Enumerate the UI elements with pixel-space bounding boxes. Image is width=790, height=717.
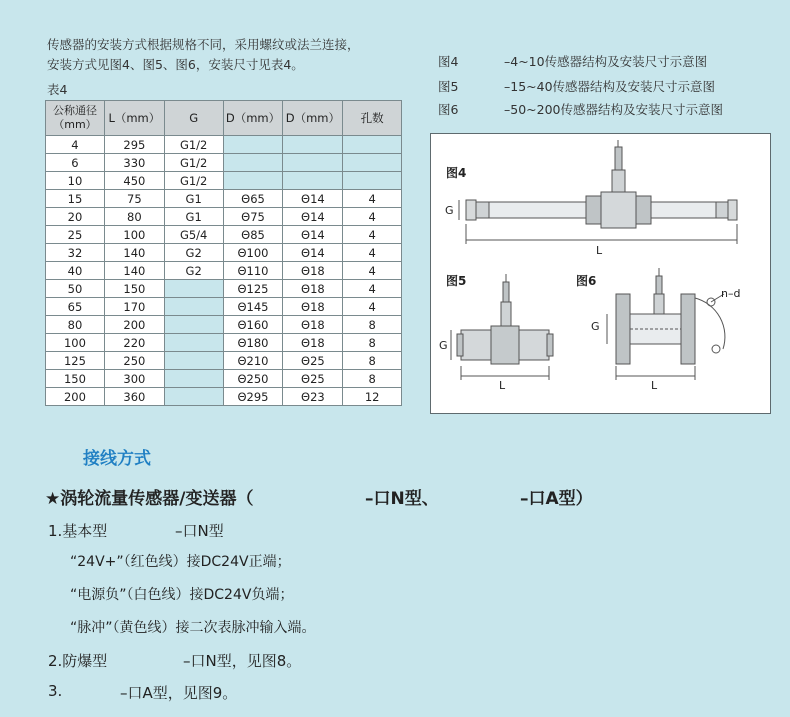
table-row (46, 298, 402, 316)
table-cell: Θ18 (283, 262, 343, 280)
table-cell: 220 (104, 334, 164, 352)
fig6-nd-label: n–d (721, 287, 741, 300)
wire-sub-1: “24V+”（红色线）接DC24V正端； (70, 554, 291, 570)
table-cell: 25 (46, 226, 105, 244)
caption-fig6 (438, 100, 723, 118)
table-row (46, 316, 402, 334)
table-cell: 150 (46, 370, 105, 388)
table-cell: Θ75 (223, 208, 283, 226)
table-cell (164, 334, 223, 352)
figure-5 (439, 274, 553, 392)
table-cell: 4 (343, 298, 402, 316)
caption-fig4 (438, 52, 707, 70)
item-3 (48, 682, 238, 702)
fig6-g-label: G (591, 320, 600, 333)
table-row (46, 172, 402, 190)
fig5-label: 图5 (446, 274, 467, 288)
caption-num: 图6 (438, 102, 459, 117)
table-row (46, 370, 402, 388)
table-cell: 6 (46, 154, 105, 172)
table-row (46, 352, 402, 370)
table-cell: 200 (46, 388, 105, 406)
table-cell: Θ25 (283, 352, 343, 370)
header-length: L（mm） (104, 101, 164, 136)
item-3-num: 3. (48, 682, 63, 700)
table-cell: 330 (104, 154, 164, 172)
table-cell: Θ18 (283, 280, 343, 298)
table-cell (164, 298, 223, 316)
table-cell: 8 (343, 334, 402, 352)
table-cell: Θ25 (283, 370, 343, 388)
table-cell (164, 370, 223, 388)
table-cell (343, 172, 402, 190)
table-cell: Θ125 (223, 280, 283, 298)
table-cell: 200 (104, 316, 164, 334)
table-cell: 8 (343, 316, 402, 334)
table-cell (223, 136, 283, 154)
table-cell: 12 (343, 388, 402, 406)
table-cell: Θ65 (223, 190, 283, 208)
item-3-text: –口A型，见图9。 (120, 684, 238, 702)
table-cell: 125 (46, 352, 105, 370)
intro-line-2: 安装方式见图4、图5、图6，安装尺寸见表4。 (47, 57, 304, 72)
table-cell: 15 (46, 190, 105, 208)
table-cell: G1/2 (164, 136, 223, 154)
table-cell: 8 (343, 352, 402, 370)
table-row (46, 136, 402, 154)
fig4-label: 图4 (446, 166, 467, 180)
table-cell: 20 (46, 208, 105, 226)
table-cell: 450 (104, 172, 164, 190)
table-cell: 170 (104, 298, 164, 316)
table-cell: G5/4 (164, 226, 223, 244)
table-cell (164, 388, 223, 406)
table-cell: Θ85 (223, 226, 283, 244)
table-cell: 250 (104, 352, 164, 370)
item-2-num: 2.防爆型 (48, 652, 108, 670)
installation-diagram-svg (431, 134, 770, 413)
caption-text: –15~40传感器结构及安装尺寸示意图 (504, 79, 716, 94)
table-cell (223, 154, 283, 172)
fig4-l-label: L (596, 244, 603, 257)
table-cell: Θ14 (283, 208, 343, 226)
table-cell: 65 (46, 298, 105, 316)
table-row (46, 208, 402, 226)
model-n: –口N型、 (365, 489, 439, 509)
table-row (46, 154, 402, 172)
table-row (46, 244, 402, 262)
table-cell: G1/2 (164, 172, 223, 190)
item-1-model: –口N型 (175, 522, 224, 540)
table-cell: Θ100 (223, 244, 283, 262)
table-cell (343, 154, 402, 172)
table-cell: 360 (104, 388, 164, 406)
table-cell: Θ14 (283, 244, 343, 262)
model-line (45, 484, 593, 509)
table-cell (164, 280, 223, 298)
table-cell: 32 (46, 244, 105, 262)
fig5-l-label: L (499, 379, 506, 392)
table-cell: 100 (46, 334, 105, 352)
wiring-section-title: 接线方式 (83, 449, 151, 469)
table-cell: 295 (104, 136, 164, 154)
table-cell: 80 (104, 208, 164, 226)
table-cell: 4 (343, 244, 402, 262)
table-header-row (46, 101, 402, 136)
fig5-g-label: G (439, 339, 448, 352)
table-cell: 100 (104, 226, 164, 244)
table-cell: Θ18 (283, 334, 343, 352)
table-cell: 40 (46, 262, 105, 280)
table-cell: Θ210 (223, 352, 283, 370)
item-1 (48, 520, 224, 541)
table-cell (283, 136, 343, 154)
fig6-l-label: L (651, 379, 658, 392)
wire-sub-2: “电源负”（白色线）接DC24V负端； (70, 587, 294, 603)
table-cell: 80 (46, 316, 105, 334)
table-cell: G1 (164, 190, 223, 208)
installation-diagram (430, 133, 771, 414)
intro-line-1: 传感器的安装方式根据规格不同，采用螺纹或法兰连接， (47, 37, 360, 52)
figure-6 (576, 268, 740, 392)
table-cell: 4 (343, 262, 402, 280)
header-diameter-1: D（mm） (223, 101, 283, 136)
fig4-g-label: G (445, 204, 454, 217)
table-cell: Θ145 (223, 298, 283, 316)
table-cell (164, 352, 223, 370)
table-row (46, 226, 402, 244)
table-row (46, 388, 402, 406)
table-cell: G1 (164, 208, 223, 226)
table-cell (283, 154, 343, 172)
item-2-text: –口N型，见图8。 (183, 652, 302, 670)
table-cell: G2 (164, 244, 223, 262)
header-diameter-2: D（mm） (283, 101, 343, 136)
table-cell: Θ14 (283, 190, 343, 208)
wire-sub-3: “脉冲”（黄色线）接二次表脉冲输入端。 (70, 620, 316, 636)
table-cell: 140 (104, 262, 164, 280)
table-cell: Θ18 (283, 316, 343, 334)
table-cell (283, 172, 343, 190)
table-cell: 8 (343, 370, 402, 388)
table-cell: 150 (104, 280, 164, 298)
table-cell: Θ160 (223, 316, 283, 334)
table-label: 表4 (47, 82, 68, 97)
table-cell (223, 172, 283, 190)
table-cell: 4 (343, 280, 402, 298)
table-cell (164, 316, 223, 334)
header-thread: G (164, 101, 223, 136)
table-cell: Θ295 (223, 388, 283, 406)
table-cell: Θ18 (283, 298, 343, 316)
table-cell: 140 (104, 244, 164, 262)
fig6-label: 图6 (576, 274, 597, 288)
table-cell: Θ23 (283, 388, 343, 406)
table-row (46, 334, 402, 352)
caption-num: 图5 (438, 79, 459, 94)
caption-text: –4~10传感器结构及安装尺寸示意图 (504, 54, 708, 69)
spec-table (45, 100, 402, 406)
item-1-num: 1.基本型 (48, 522, 108, 540)
caption-num: 图4 (438, 54, 459, 69)
intro-text (47, 35, 360, 75)
table-cell: 4 (46, 136, 105, 154)
table-row (46, 262, 402, 280)
table-cell: 300 (104, 370, 164, 388)
table-cell: 4 (343, 226, 402, 244)
header-nominal-diameter: 公称通径（mm） (46, 101, 105, 136)
header-hole-count: 孔数 (343, 101, 402, 136)
table-cell: Θ110 (223, 262, 283, 280)
table-cell: 75 (104, 190, 164, 208)
model-a: –口A型） (520, 489, 593, 509)
table-cell: 4 (343, 190, 402, 208)
table-cell (343, 136, 402, 154)
table-cell: G2 (164, 262, 223, 280)
table-row (46, 280, 402, 298)
figure-4 (445, 140, 737, 257)
table-cell: 10 (46, 172, 105, 190)
table-cell: G1/2 (164, 154, 223, 172)
table-cell: 50 (46, 280, 105, 298)
caption-fig5 (438, 77, 715, 95)
table-cell: 4 (343, 208, 402, 226)
model-line-prefix: ★涡轮流量传感器/变送器（ (45, 489, 254, 509)
caption-text: –50~200传感器结构及安装尺寸示意图 (504, 102, 723, 117)
table-cell: Θ250 (223, 370, 283, 388)
table-cell: Θ14 (283, 226, 343, 244)
table-row (46, 190, 402, 208)
table-cell: Θ180 (223, 334, 283, 352)
item-2 (48, 650, 302, 671)
